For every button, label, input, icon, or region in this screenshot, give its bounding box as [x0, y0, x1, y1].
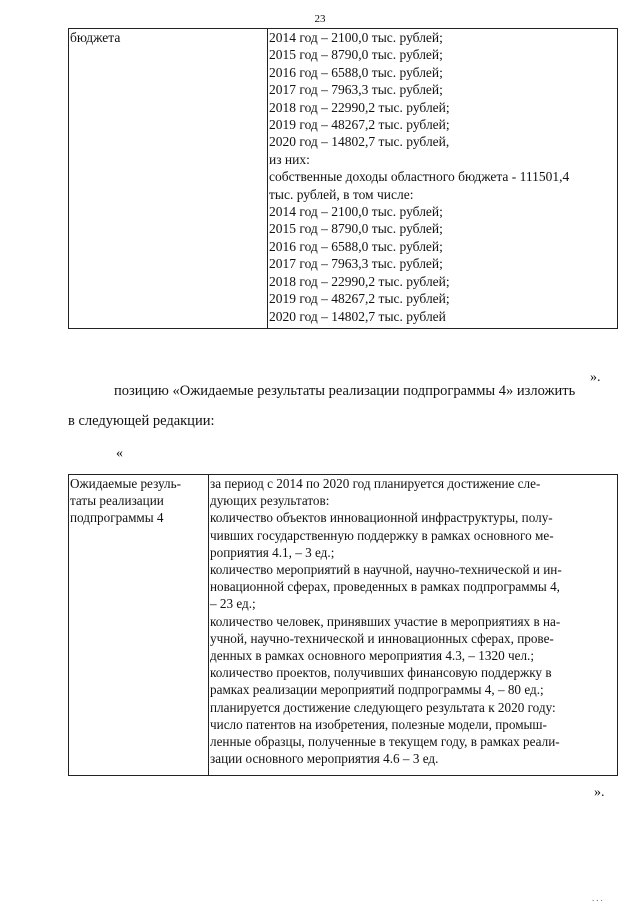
funding-line: из них:: [269, 151, 310, 167]
page-number: 23: [314, 13, 326, 25]
funding-line: 2018 год – 22990,2 тыс. рублей;: [269, 99, 450, 115]
results-line: чивших государственную поддержку в рамках основного ме-: [210, 527, 554, 543]
results-line: дующих результатов:: [210, 493, 330, 509]
funding-label: бюджета: [69, 29, 268, 329]
funding-line: 2020 год – 14802,7 тыс. рублей,: [269, 134, 450, 150]
results-label-line: Ожидаемые резуль-: [70, 476, 182, 491]
results-line: планируется достижение следующего результата к 2020 году:: [210, 699, 556, 715]
funding-line: 2015 год – 8790,0 тыс. рублей;: [269, 221, 443, 237]
footer-mark: ...: [592, 893, 605, 903]
results-line: рамках реализации мероприятий подпрограммы 4, – 80 ед.;: [210, 682, 544, 698]
results-line: за период с 2014 по 2020 год планируется достижение сле-: [210, 476, 541, 491]
funding-line: тыс. рублей, в том числе:: [269, 186, 414, 202]
results-line: количество объектов инновационной инфраструктуры, полу-: [210, 510, 553, 526]
closing-quote: ».: [590, 370, 601, 385]
funding-line: 2018 год – 22990,2 тыс. рублей;: [269, 273, 450, 289]
funding-line: 2016 год – 6588,0 тыс. рублей;: [269, 238, 443, 254]
funding-line: 2017 год – 7963,3 тыс. рублей;: [269, 256, 443, 272]
funding-line: собственные доходы областного бюджета - 111501,4: [269, 169, 570, 185]
paragraph-instruction: позицию «Ожидаемые результаты реализации подпрограммы 4» изложить: [114, 383, 576, 399]
closing-quote: ».: [594, 785, 605, 800]
results-line: число патентов на изобретения, полезные модели, промыш-: [210, 716, 547, 732]
funding-line: 2015 год – 8790,0 тыс. рублей;: [269, 47, 443, 63]
results-line: роприятия 4.1, – 3 ед.;: [210, 544, 335, 560]
funding-table: [68, 28, 618, 329]
results-line: – 23 ед.;: [210, 596, 256, 612]
results-line: ленные образцы, полученные в текущем году, в рамках реали-: [210, 734, 560, 750]
funding-line: 2017 год – 7963,3 тыс. рублей;: [269, 82, 443, 98]
funding-values: [268, 29, 618, 329]
results-line: количество человек, принявших участие в мероприятиях в на-: [210, 613, 561, 629]
funding-line: 2020 год – 14802,7 тыс. рублей: [269, 308, 446, 324]
results-text: [209, 475, 618, 776]
results-line: количество мероприятий в научной, научно-технической и ин-: [210, 562, 562, 578]
results-label-line: подпрограммы 4: [70, 510, 164, 526]
funding-line: 2019 год – 48267,2 тыс. рублей;: [269, 117, 450, 133]
opening-quote: «: [116, 446, 123, 461]
paragraph-continuation: в следующей редакции:: [68, 413, 215, 429]
results-label-line: таты реализации: [70, 493, 164, 509]
funding-line: 2014 год – 2100,0 тыс. рублей;: [269, 30, 443, 45]
results-line: зации основного мероприятия 4.6 – 3 ед.: [210, 751, 439, 767]
funding-line: 2019 год – 48267,2 тыс. рублей;: [269, 291, 450, 307]
results-table: [68, 474, 618, 776]
results-line: новационной сферах, проведенных в рамках подпрограммы 4,: [210, 579, 560, 595]
results-label: [69, 475, 209, 776]
results-line: учной, научно-технической и инновационных сферах, прове-: [210, 630, 554, 646]
results-line: денных в рамках основного мероприятия 4.3, – 1320 чел.;: [210, 648, 534, 664]
funding-line: 2014 год – 2100,0 тыс. рублей;: [269, 204, 443, 220]
funding-line: 2016 год – 6588,0 тыс. рублей;: [269, 64, 443, 80]
results-line: количество проектов, получивших финансовую поддержку в: [210, 665, 552, 681]
